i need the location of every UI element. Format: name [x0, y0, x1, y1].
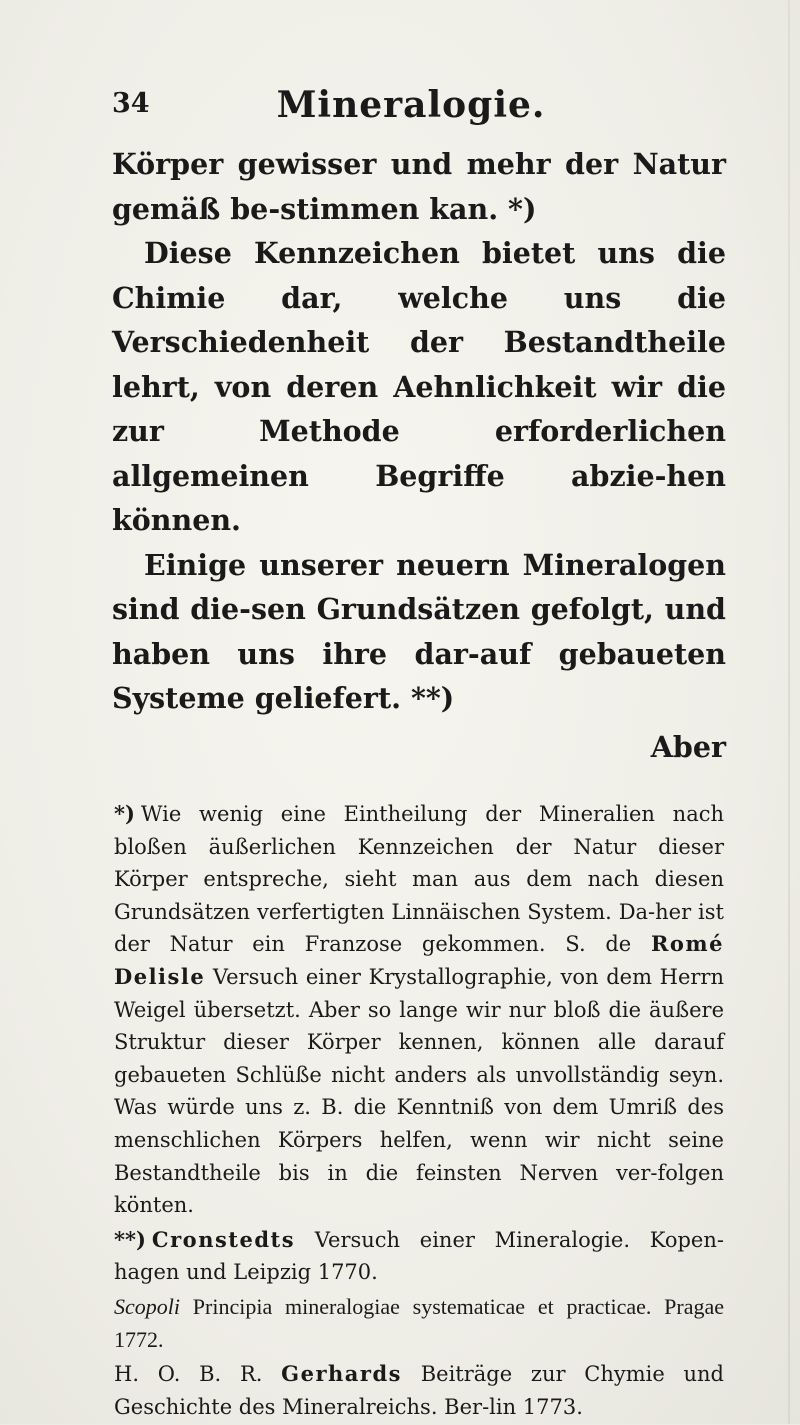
footnote-1-text-a: Wie wenig eine Eintheilung der Mineralien nach bloßen äußerlichen Kennzeichen der Natur dieser Körper entspreche, sieht man aus dem nach diesen Grundsätzen verfertigten Linnäischen System. Da-her ist der Natur ein Franzose gekommen. S. de — [114, 802, 724, 957]
running-head: Mineralogie. — [276, 84, 546, 126]
reference-3-prefix: H. O. B. R. — [114, 1362, 263, 1387]
footnote-2-reference-3 — [114, 1358, 724, 1423]
reference-3-author: Gerhards — [281, 1361, 402, 1387]
footnote-1-author: Romé Delisle — [114, 931, 724, 989]
footnote-2-mark: **) — [114, 1226, 146, 1252]
main-text — [112, 142, 726, 769]
footnote-1 — [114, 798, 724, 1222]
reference-2-author: Scopoli — [114, 1293, 180, 1319]
page-edge-shadow — [788, 0, 790, 1424]
catchword: Aber — [650, 729, 726, 764]
footnote-2-author: Cronstedts — [151, 1226, 296, 1252]
page-header — [112, 84, 710, 138]
footnote-2 — [114, 1224, 724, 1289]
paragraph-1: Körper gewisser und mehr der Natur gemäß be-stimmen kan. *) — [112, 147, 726, 226]
footnote-1-mark: *) — [114, 801, 135, 826]
paragraph-3: Einige unserer neuern Mineralogen sind die-sen Grundsätzen gefolgt, und haben uns ihre dar-auf gebaueten Systeme geliefert. **) — [112, 547, 726, 715]
paragraph-2: Diese Kennzeichen bietet uns die Chimie dar, welche uns die Verschiedenheit der Bestandtheile lehrt, von deren Aehnlichkeit wir die zur Methode erforderlichen allgemeinen Begriffe abzie-hen können. — [112, 236, 726, 537]
reference-2-text: Principia mineralogiae systematicae et practicae. Pragae 1772. — [114, 1293, 725, 1352]
footnotes — [114, 798, 724, 1425]
reference-3-text: Beiträge zur Chymie und Geschichte des Mineralreichs. Ber-lin 1773. — [114, 1362, 724, 1419]
footnote-2-reference-2 — [114, 1291, 724, 1356]
footnote-2-text: Versuch einer Mineralogie. Kopen-hagen und Leipzig 1770. — [114, 1227, 724, 1285]
page-number: 34 — [112, 88, 150, 119]
footnote-1-text-b: Versuch einer Krystallographie, von dem Herrn Weigel übersetzt. Aber so lange wir nur bloß die äußere Struktur dieser Körper kennen, können alle darauf gebaueten Schlüße nicht anders als unvollständig seyn. Was würde uns z. B. die Kenntniß von dem Umriß des menschlichen Körpers helfen, wenn wir nicht seine Bestandtheile bis in die feinsten Nerven ver-folgen könten. — [114, 964, 724, 1218]
